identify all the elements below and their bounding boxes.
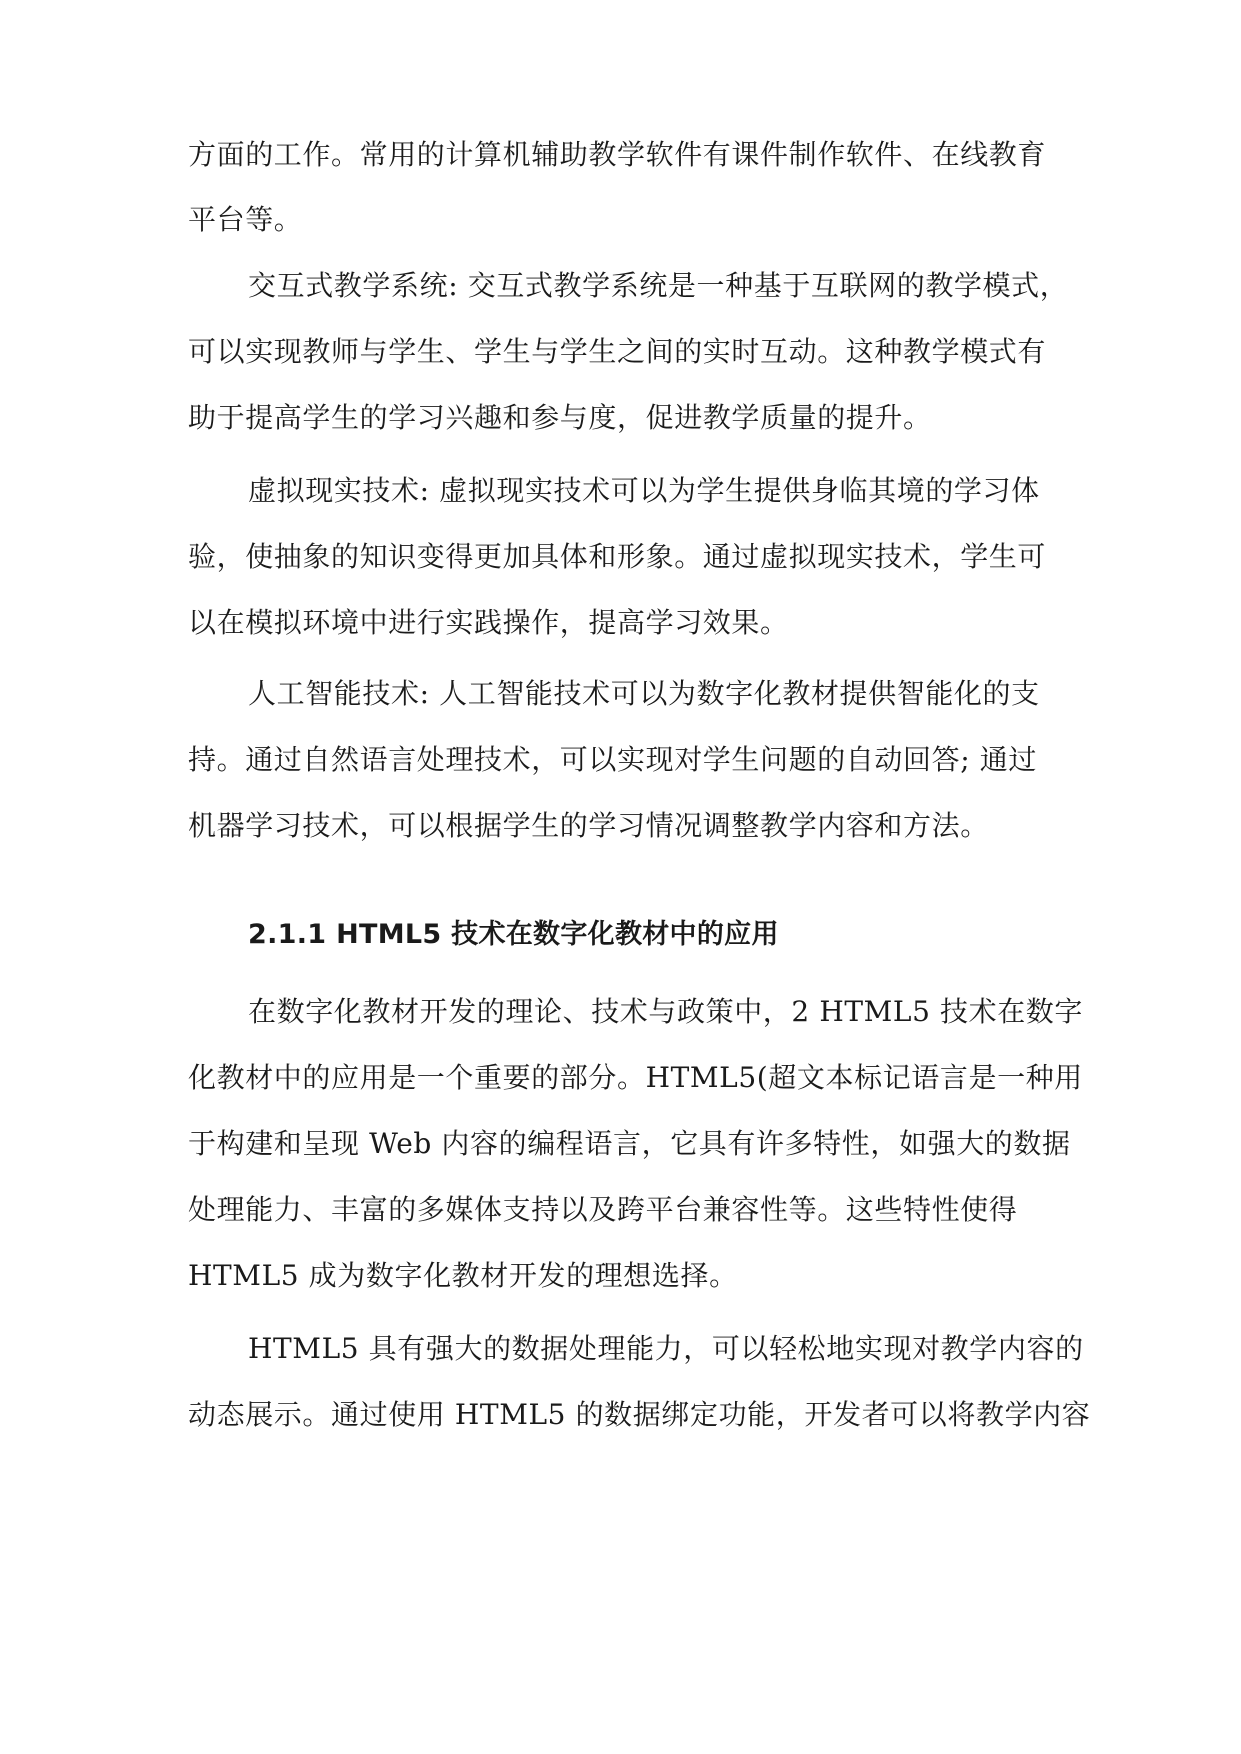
text-line: 机器学习技术，可以根据学生的学习情况调整教学内容和方法。	[188, 809, 989, 842]
text-line: 人工智能技术: 人工智能技术可以为数字化教材提供智能化的支	[248, 677, 1040, 710]
text-line: 化教材中的应用是一个重要的部分。HTML5(超文本标记语言是一种用	[188, 1061, 1083, 1094]
text-line: 在数字化教材开发的理论、技术与政策中，2 HTML5 技术在数字	[248, 995, 1083, 1028]
text-line: 动态展示。通过使用 HTML5 的数据绑定功能，开发者可以将教学内容	[188, 1398, 1091, 1431]
text-line: HTML5 成为数字化教材开发的理想选择。	[188, 1259, 738, 1292]
text-line: 助于提高学生的学习兴趣和参与度，促进教学质量的提升。	[188, 401, 932, 434]
section-heading: 2.1.1 HTML5 技术在数字化教材中的应用	[248, 919, 779, 950]
text-line: 可以实现教师与学生、学生与学生之间的实时互动。这种教学模式有	[188, 335, 1047, 368]
text-line: HTML5 具有强大的数据处理能力，可以轻松地实现对教学内容的	[248, 1332, 1084, 1365]
text-line: 处理能力、丰富的多媒体支持以及跨平台兼容性等。这些特性使得	[188, 1193, 1018, 1226]
text-line: 于构建和呈现 Web 内容的编程语言，它具有许多特性，如强大的数据	[188, 1127, 1071, 1160]
text-line: 以在模拟环境中进行实践操作，提高学习效果。	[188, 606, 789, 639]
text-line: 验，使抽象的知识变得更加具体和形象。通过虚拟现实技术，学生可	[188, 540, 1047, 573]
text-line: 虚拟现实技术: 虚拟现实技术可以为学生提供身临其境的学习体	[248, 474, 1040, 507]
text-line: 持。通过自然语言处理技术，可以实现对学生问题的自动回答; 通过	[188, 743, 1037, 776]
text-line: 平台等。	[188, 203, 303, 236]
text-line: 交互式教学系统: 交互式教学系统是一种基于互联网的教学模式，	[248, 269, 1069, 302]
text-line: 方面的工作。常用的计算机辅助教学软件有课件制作软件、在线教育	[188, 138, 1047, 171]
